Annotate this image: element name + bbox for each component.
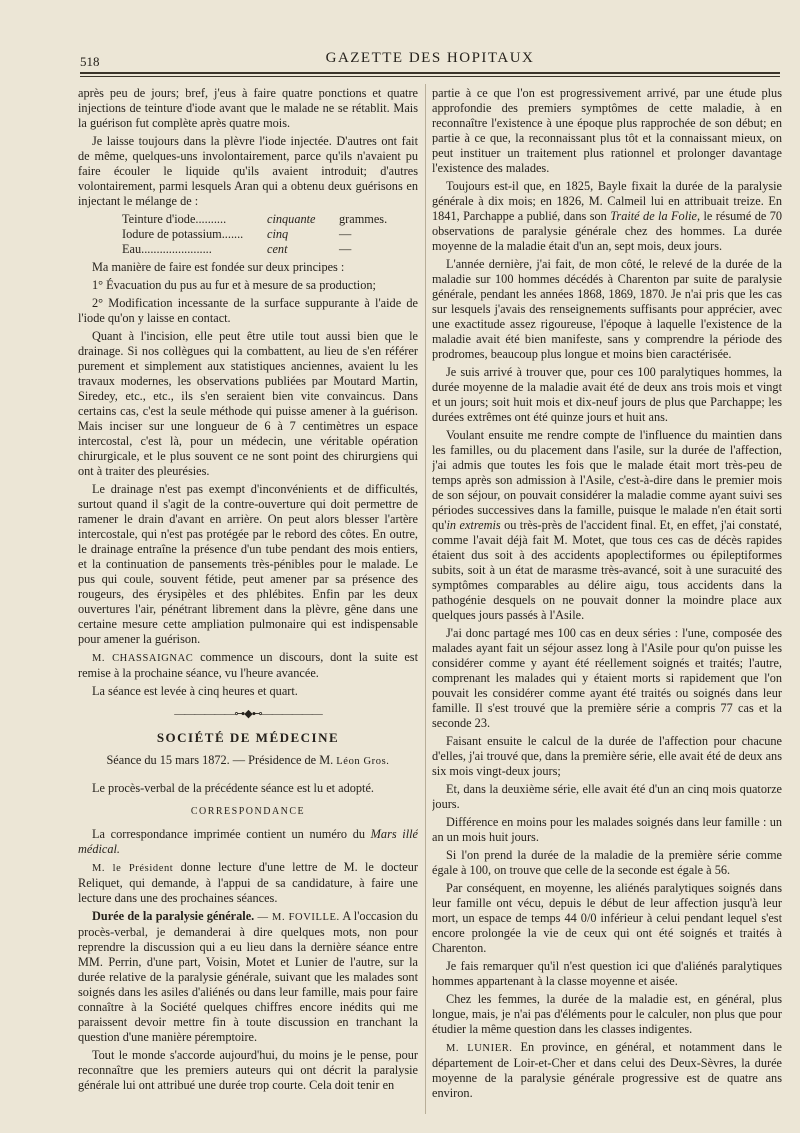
right-column: [432, 86, 782, 1113]
paragraph: Quant à l'incision, elle peut être utile tout aussi bien que le drainage. Si nos collègues qui la combattent, au lieu de s'en référer purement et simplement aux statistiques anciennes, avaient lu les travaux modernes, les observations publiées par Moutard Martin, Siredey, etc., etc., ils s'en seraient bien vite convaincus. Dans certains cas, c'est la seule méthode qui puisse amener à la guérison. Mais inciser sur une longueur de 6 à 7 centimètres un espace intercostal, c'est là, pour un médecin, une véritable opération chirurgicale, et le plus souvent ce ne sont point des chirurgiens qui ont à traiter des pleurésies.: [78, 329, 418, 478]
paragraph-text: Voulant ensuite me rendre compte de l'influence du maintien dans les familles, ou du placement dans l'asile, sur la durée de l'affection, j'ai admis que toutes les fois que le malade était mort très-peu de temps après son admission à l'Asile, c'est-à-dire dans le premier mois de son séjour, on pouvait considérer la maladie comme ayant suivi ses périodes successives dans la famille, puisque le malade n'en était sorti qu': [432, 428, 782, 532]
paragraph: L'année dernière, j'ai fait, de mon côté, le relevé de la durée de la maladie sur 100 hommes décédés à Charenton par suite de paralysie générale, pendant les années 1868, 1869, 1870. Je n'ai pris que les cas sur lesquels j'avais des renseignements suffisants pour apprécier, avec une exactitude assez rigoureuse, l'époque à laquelle l'existence de la maladie avait été bien manifeste, sans y comprendre la période des prodromes, beaucoup plus longue et moins bien caractérisée.: [432, 257, 782, 361]
session-line: [78, 753, 418, 769]
page-number: 518: [80, 54, 100, 69]
paragraph-text: A l'occasion du procès-verbal, je demanderai à dire quelques mots, non pour reprendre la discussion qui a eu lieu dans la dernière séance entre MM. Perrin, d'une part, Voisin, Motet et Lunier de l'autre, sur la durée relative de la paralysie générale, suivant que les malades sont soignés dans les asiles d'aliénés ou dans leur famille, mais pour faire connaître à la Société quelques chiffres encore inédits qui me paraissent devoir mettre fin à toute discussion en tranchant la question d'une manière péremptoire.: [78, 909, 418, 1044]
paragraph: [78, 909, 418, 1045]
paragraph: Je suis arrivé à trouver que, pour ces 100 paralytiques hommes, la durée moyenne de la maladie avait été de deux ans trois mois et vingt et un jours; soit huit mois et dix-neuf jours de plus que Parchappe; les durées extrêmes ont été quinze jours et huit ans.: [432, 365, 782, 424]
ingredient-qty: cinq: [267, 227, 289, 241]
paragraph: La séance est levée à cinq heures et quart.: [92, 684, 298, 698]
paragraph: 2° Modification incessante de la surface suppurante à l'aide de l'iode qu'on y laisse en contact.: [78, 296, 418, 325]
left-column: [78, 86, 418, 1113]
column-divider: [425, 84, 426, 1114]
paragraph: [78, 650, 418, 681]
speaker-name: — M. FOVILLE.: [257, 912, 340, 923]
paragraph-text: Toujours est-il que, en 1825, Bayle fixait la durée de la paralysie générale à dix mois; en 1826, M. Calmeil lui en attribuait treize. En 1841, Parchappe a publié, dans son: [432, 179, 782, 223]
header-rule: [80, 72, 780, 74]
paragraph: [432, 428, 782, 623]
paragraph-text: donne lecture d'une lettre de M. le docteur Reliquet, qui demande, à l'appui de sa candidature, à faire une lecture dans une des prochaines séances.: [78, 860, 418, 905]
paragraph: Si l'on prend la durée de la maladie de la première série comme égale à 100, on trouve que celle de la seconde est égale à 56.: [432, 848, 782, 877]
paragraph: Chez les femmes, la durée de la maladie est, en général, plus longue, mais, je n'ai pas d'éléments pour le calculer, non plus que pour étudier la même question dans les classes indigentes.: [432, 992, 782, 1036]
ingredient-unit: —: [339, 242, 352, 256]
paragraph: J'ai donc partagé mes 100 cas en deux séries : l'une, composée des malades ayant fait un séjour assez long à l'Asile pour qu'on puisse les considérer comme y ayant été réellement soignés et traités; l'autre, comprenant les malades qui y étaient morts si rapidement que l'on pouvait les considérer comme ayant été traités ou soignés dans leur famille. Il s'est trouvé que la première série a compris 77 cas et la seconde 23.: [432, 626, 782, 730]
president-name: Léon Gros.: [336, 756, 390, 767]
paragraph: [432, 1040, 782, 1101]
iodine-formula: [78, 212, 418, 257]
formula-row: [78, 242, 418, 257]
subsection-heading: CORRESPONDANCE: [190, 806, 306, 817]
speaker-name: M. CHASSAIGNAC: [92, 653, 194, 664]
formula-row: [78, 212, 418, 227]
ingredient-name: Iodure de potassium.......: [122, 227, 244, 241]
paragraph-text: La correspondance imprimée contient un numéro du: [92, 827, 365, 841]
paragraph: Je fais remarquer qu'il n'est question ici que d'aliénés paralytiques hommes appartenant à la classe moyenne et aisée.: [432, 959, 782, 988]
speaker-name: M. le Président: [92, 863, 174, 874]
ingredient-qty: cinquante: [267, 212, 316, 226]
paragraph-text: commence un discours, dont la suite est remise à la prochaine séance, vu l'heure avancée.: [78, 650, 418, 680]
paragraph: Différence en moins pour les malades soignés dans leur famille : un an un mois huit jours.: [432, 815, 782, 844]
paragraph-text: le résumé de 70 observations de paralysie générale chez des hommes. La durée moyenne de la maladie était d'un an, sept mois, deux jours.: [432, 209, 782, 253]
paragraph: Faisant ensuite le calcul de la durée de l'affection pour chacune d'elles, j'ai trouvé que, dans la première série, elle avait été de deux ans six mois vingt-deux jours;: [432, 734, 782, 778]
journal-name: Mars illé médical.: [78, 827, 418, 856]
book-title: Traité de la Folie,: [610, 209, 701, 223]
speaker-name: M. LUNIER.: [446, 1043, 513, 1054]
latin-phrase: in extremis: [446, 518, 501, 532]
paragraph: 1° Évacuation du pus au fur et à mesure de sa production;: [92, 278, 376, 292]
header-rule-thin: [80, 76, 780, 77]
paragraph: Tout le monde s'accorde aujourd'hui, du moins je le pense, pour reconnaître que les premiers auteurs qui ont décrit la paralysie générale lui ont attribué une durée trop courte. Cela doit tenir en: [78, 1048, 418, 1092]
section-title: SOCIÉTÉ DE MÉDECINE: [156, 730, 340, 745]
paragraph: Le drainage n'est pas exempt d'inconvénients et de difficultés, surtout quand il s'agit de la contre-ouverture qui doit permettre de ramener le drain d'avant en arrière. On peut alors blesser l'artère intercostale, qui n'est pas protégée par le rebord des côtes. En outre, le drainage entraîne la présence d'un tube pendant des mois entiers, et la continuation de pansements très-pénibles pour le malade. Le pus qui coule, souvent fétide, peut amener par sa présence des rougeurs, des érysipèles et des phlébites. Enfin par les deux ouvertures l'air, pénétrant librement dans la plèvre, gêne dans une certaine mesure cette ampliation pulmonaire qui est indispensable pour amener la guérison.: [78, 482, 418, 646]
paragraph: [432, 179, 782, 254]
paragraph: partie à ce que l'on est progressivement arrivé, par une étude plus approfondie des premiers symptômes de cette maladie, à en reconnaître l'existence à une époque plus rapprochée de son début; en partie à ce que, la reconnaissant plus tôt et la connaissant mieux, on peut instituer un traitement plus rationnel et prolonger davantage l'existence des malades.: [432, 86, 782, 175]
paragraph: [78, 827, 418, 857]
paragraph: Le procès-verbal de la précédente séance est lu et adopté.: [92, 781, 374, 795]
ingredient-name: Eau.......................: [122, 242, 212, 256]
paragraph: Et, dans la deuxième série, elle avait été d'un an cinq mois quatorze jours.: [432, 782, 782, 811]
paragraph: Par conséquent, en moyenne, les aliénés paralytiques soignés dans leur famille ont vécu, depuis le début de leur affection jusqu'à leur mort, un espace de temps 44 0/0 inférieur à celui pendant lequel s'est encore prolongée la vie de ceux qui ont été soignés et traités à Charenton.: [432, 881, 782, 955]
paragraph-text: En province, en général, et notamment dans le département de Loir-et-Cher et dans celui des Deux-Sèvres, la durée moyenne de la paralysie générale progressive est de quatre ans environ.: [432, 1040, 782, 1100]
paragraph: Je laisse toujours dans la plèvre l'iode injectée. D'autres ont fait de même, quelques-uns involontairement, parce qu'ils n'avaient pu faire écouler le liquide qu'ils avaient introduit; d'autres volontairement, parmi lesquels Aran qui a obtenu deux guérisons en injectant le mélange de :: [78, 134, 418, 208]
session-date: Séance du 15 mars 1872. — Présidence de M.: [106, 753, 334, 767]
topic-title: Durée de la paralysie générale.: [92, 909, 255, 923]
paragraph: Ma manière de faire est fondée sur deux principes :: [92, 260, 345, 274]
formula-row: [78, 227, 418, 242]
ingredient-unit: —: [339, 227, 352, 241]
paragraph: [78, 860, 418, 906]
page-header: [80, 48, 780, 70]
ingredient-name: Teinture d'iode..........: [122, 212, 227, 226]
paragraph-text: ou très-près de l'accident final. Et, en effet, j'ai constaté, comme l'avait déjà fait M. Motet, que tous ces cas de décès rapides étaient dus soit à des accidents apoplectiformes ou épileptiformes subits, soit à un état de marasme très-avancé, soit à une suracuité des symptômes comparables au délire aigu, tous accidents dans la pathogénie desquels on ne pouvait donner la moindre place aux quelques jours passés à l'Asile.: [432, 518, 782, 622]
paragraph: après peu de jours; bref, j'eus à faire quatre ponctions et quatre injections de teinture d'iode avant que le malade ne se rétablit. Mais la guérison fut complète après quatre mois.: [78, 86, 418, 130]
ornamental-separator: ——————⊶◆⊷——————: [174, 708, 322, 720]
ingredient-unit: grammes.: [339, 212, 388, 226]
ingredient-qty: cent: [267, 242, 288, 256]
journal-title: GAZETTE DES HOPITAUX: [325, 50, 535, 66]
